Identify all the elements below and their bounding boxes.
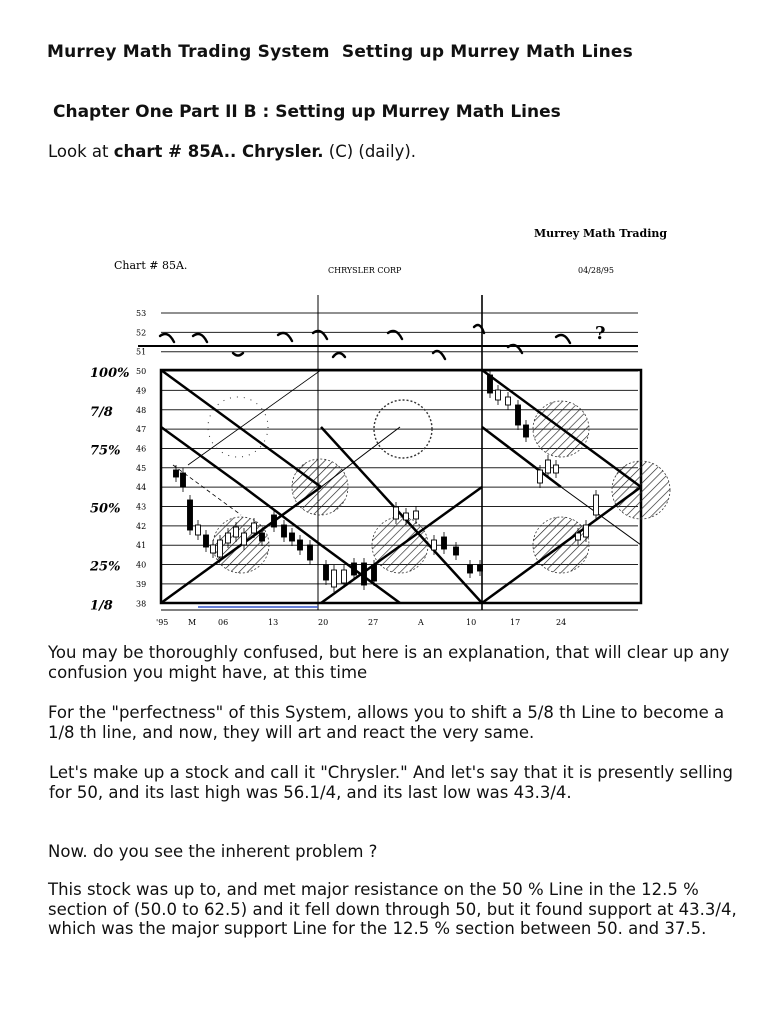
intro-suffix: (C) (daily). [323, 142, 417, 161]
candle-body [324, 565, 329, 580]
price-tick: 45 [136, 463, 147, 473]
price-tick: 50 [136, 367, 147, 377]
price-tick: 49 [136, 386, 147, 396]
candle-body [538, 470, 543, 483]
price-tick: 53 [136, 309, 147, 318]
price-tick: 46 [136, 444, 147, 454]
price-tick: 48 [136, 405, 147, 415]
candle-body [252, 523, 257, 533]
candle-body [442, 537, 447, 549]
mm-label: 1/8 [90, 598, 113, 614]
date-tick: 10 [466, 618, 477, 627]
document-title: Murrey Math Trading System Setting up Murrey Math Lines [47, 42, 633, 62]
mm-label: 75% [90, 443, 121, 459]
candle-body [242, 533, 247, 545]
price-tick-labels [136, 309, 146, 608]
candle-body [282, 525, 287, 537]
candle-body [272, 515, 277, 527]
intro-line [48, 142, 416, 161]
mm-label: 50% [90, 501, 121, 517]
candle-body [218, 540, 223, 557]
candle-body [234, 527, 239, 537]
price-tick: 41 [136, 541, 147, 551]
date-tick: 20 [318, 618, 329, 627]
candle-body [260, 533, 265, 541]
date-tick: 17 [510, 618, 521, 627]
candle-body [488, 375, 493, 393]
candle-body [188, 500, 193, 530]
intro-prefix: Look at [48, 142, 114, 161]
date-tick: M [188, 618, 197, 627]
candle-body [432, 540, 437, 550]
paragraph-question: Now. do you see the inherent problem ? [48, 842, 378, 861]
candle-body [394, 507, 399, 519]
candle-body [308, 545, 313, 560]
figure-brand: Murrey Math Trading [534, 227, 668, 240]
paragraph-example-stock: Let's make up a stock and call it "Chrysler." And let's say that it is presently selling for 50, and its last high was 56.1/4, and its last low was 43.3/4. [49, 763, 733, 802]
price-tick: 38 [136, 599, 147, 609]
candle-body [204, 535, 209, 547]
date-tick: 13 [268, 618, 279, 627]
candle-body [524, 425, 529, 437]
candle-body [414, 511, 419, 519]
price-tick: 39 [136, 579, 147, 589]
question-mark: ? [595, 323, 606, 344]
candle-body [546, 460, 551, 473]
candle-body [594, 495, 599, 515]
candle-body [478, 565, 483, 571]
candle-body [506, 397, 511, 405]
paragraph-perfectness: For the "perfectness" of this System, allows you to shift a 5/8 th Line to become a 1/8 th line, and now, they will art and react the very same. [48, 703, 725, 742]
date-tick: 27 [368, 618, 379, 627]
candle-body [454, 547, 459, 555]
candle-body [468, 565, 473, 573]
paragraph-resistance: This stock was up to, and met major resistance on the 50 % Line in the 12.5 % section of (50.0 to 62.5) and it fell down through 50, but it found support at 43.3/4, which was the major support Line for the 12.5 % section between 50. and 37.5. [48, 880, 737, 938]
candle-body [226, 533, 231, 543]
candle-body [584, 525, 589, 537]
chapter-heading: Chapter One Part II B : Setting up Murrey Math Lines [53, 102, 561, 122]
date-tick: 06 [218, 618, 229, 627]
swing-arrows [160, 325, 570, 359]
mm-label: 100% [90, 366, 130, 382]
candle-body [196, 525, 201, 535]
price-tick: 52 [136, 328, 147, 338]
candle-body [516, 405, 521, 425]
price-tick: 40 [136, 560, 147, 570]
candle-body [211, 545, 216, 553]
figure-date: 04/28/95 [578, 266, 614, 275]
price-tick: 47 [136, 425, 147, 435]
price-tick: 51 [136, 347, 147, 357]
date-tick: A [418, 618, 424, 627]
candle-body [352, 563, 357, 575]
figure-chart-label: Chart # 85A. [114, 259, 188, 272]
candle-body [332, 570, 337, 587]
murrey-math-labels [89, 366, 132, 635]
price-tick: 44 [136, 483, 147, 493]
price-tick: 43 [136, 502, 147, 512]
candle-body [554, 465, 559, 473]
date-tick: '95 [156, 618, 169, 627]
candle-body [372, 565, 377, 581]
price-tick: 42 [136, 521, 147, 531]
candle-body [174, 470, 179, 477]
paragraph-explanation: You may be thoroughly confused, but here is an explanation, that will clear up any confusion you might have, at this time [48, 643, 730, 682]
chart-figure [78, 215, 718, 635]
mm-label: 25% [90, 559, 121, 575]
candle-body [404, 513, 409, 520]
date-tick-labels [156, 618, 566, 627]
date-tick: 24 [556, 618, 567, 627]
candle-body [576, 533, 581, 540]
candle-body [496, 390, 501, 400]
candle-body [342, 570, 347, 583]
figure-company: CHRYSLER CORP [328, 266, 402, 275]
candle-body [298, 540, 303, 550]
candle-body [181, 473, 186, 487]
chart-reference: chart # 85A.. Chrysler. [113, 142, 324, 161]
candle-body [362, 563, 367, 585]
candle-body [290, 533, 295, 541]
mm-label: 7/8 [90, 404, 113, 420]
